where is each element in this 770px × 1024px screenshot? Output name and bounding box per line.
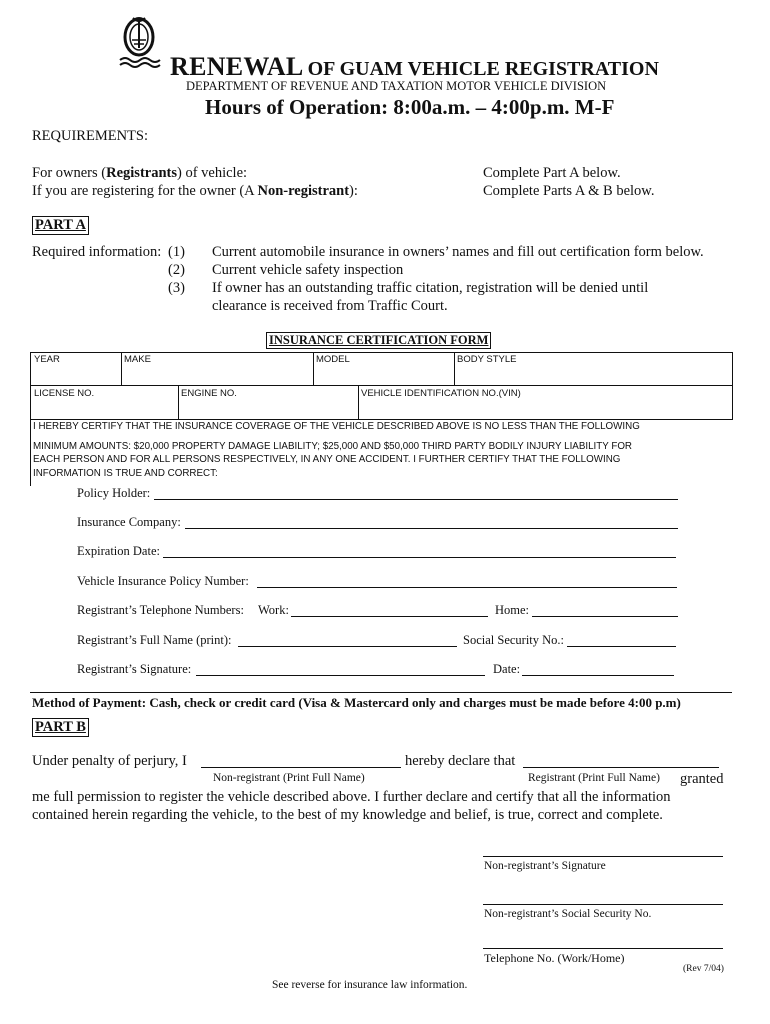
see-reverse-note: See reverse for insurance law information. bbox=[272, 979, 468, 991]
make-field[interactable]: MAKE bbox=[124, 354, 151, 365]
table-left-border bbox=[30, 352, 31, 486]
hours-of-operation: Hours of Operation: 8:00a.m. – 4:00p.m. M-F bbox=[205, 95, 615, 119]
title-renewal: RENEWAL bbox=[170, 52, 304, 81]
policy-holder-label: Policy Holder: bbox=[77, 486, 151, 500]
divider-make-model bbox=[313, 352, 314, 385]
home-phone-input[interactable] bbox=[532, 616, 678, 617]
home-phone-label: Home: bbox=[495, 603, 530, 617]
non-registrant-ssn-caption: Non-registrant’s Social Security No. bbox=[484, 908, 652, 920]
item-3-num: (3) bbox=[168, 280, 185, 296]
cert-line-1: I HEREBY CERTIFY THAT THE INSURANCE COVERAGE OF THE VEHICLE DESCRIBED ABOVE IS NO LESS THAN THE FOLLOWING bbox=[33, 421, 640, 432]
signature-label: Registrant’s Signature: bbox=[77, 662, 192, 676]
cert-line-4: INFORMATION IS TRUE AND CORRECT: bbox=[33, 468, 218, 479]
non-registrant-signature-caption: Non-registrant’s Signature bbox=[484, 860, 606, 872]
signature-input[interactable] bbox=[196, 675, 485, 676]
table-row-divider-2 bbox=[30, 419, 732, 420]
policy-number-label: Vehicle Insurance Policy Number: bbox=[77, 574, 249, 588]
non-registrant-name-input[interactable] bbox=[201, 767, 401, 768]
item-2-num: (2) bbox=[168, 262, 185, 278]
date-label: Date: bbox=[493, 662, 521, 676]
insurance-company-input[interactable] bbox=[185, 528, 678, 529]
ssn-label: Social Security No.: bbox=[463, 633, 565, 647]
item-1-num: (1) bbox=[168, 244, 185, 260]
department-line: DEPARTMENT OF REVENUE AND TAXATION MOTOR VEHICLE DIVISION bbox=[186, 79, 607, 93]
policy-number-input[interactable] bbox=[257, 587, 677, 588]
ssn-input[interactable] bbox=[567, 646, 676, 647]
telephone-input[interactable] bbox=[483, 948, 723, 949]
requirements-row-1-right: Complete Part A below. bbox=[483, 165, 621, 181]
declare-text: hereby declare that bbox=[405, 753, 516, 769]
divider-engine-vin bbox=[358, 385, 359, 419]
expiration-date-input[interactable] bbox=[163, 557, 676, 558]
row2-post: ): bbox=[349, 183, 358, 199]
table-top-border bbox=[30, 352, 732, 353]
engine-no-field[interactable]: ENGINE NO. bbox=[181, 388, 237, 399]
row2-pre: If you are registering for the owner (A bbox=[32, 183, 258, 199]
divider-year-make bbox=[121, 352, 122, 385]
registrant-name-input[interactable] bbox=[523, 767, 719, 768]
part-b-label: PART B bbox=[32, 718, 89, 737]
item-1-text: Current automobile insurance in owners’ names and fill out certification form below. bbox=[212, 244, 704, 260]
non-registrant-signature-input[interactable] bbox=[483, 856, 723, 857]
part-a-label: PART A bbox=[32, 216, 89, 235]
item-2-text: Current vehicle safety inspection bbox=[212, 262, 404, 278]
policy-holder-input[interactable] bbox=[154, 499, 678, 500]
page-title bbox=[170, 52, 659, 82]
telephone-caption: Telephone No. (Work/Home) bbox=[484, 951, 625, 965]
divider-license-engine bbox=[178, 385, 179, 419]
cert-line-3: EACH PERSON AND FOR ALL PERSONS RESPECTIVELY, IN ANY ONE ACCIDENT. I FURTHER CERTIFY THAT THE FOLLOWING bbox=[33, 454, 621, 465]
item-3-continued: clearance is received from Traffic Court. bbox=[212, 298, 448, 314]
declaration-line-2: contained herein regarding the vehicle, to the best of my knowledge and belief, is true, correct and complete. bbox=[32, 807, 663, 823]
insurance-company-label: Insurance Company: bbox=[77, 515, 181, 529]
license-no-field[interactable]: LICENSE NO. bbox=[34, 388, 95, 399]
revision-note: (Rev 7/04) bbox=[683, 964, 724, 974]
row1-post: ) of vehicle: bbox=[177, 165, 248, 181]
required-info-label: Required information: bbox=[32, 244, 162, 260]
title-rest: OF GUAM VEHICLE REGISTRATION bbox=[307, 58, 659, 80]
caption-registrant: Registrant (Print Full Name) bbox=[528, 772, 660, 784]
perjury-statement: Under penalty of perjury, I bbox=[32, 753, 187, 769]
caption-non-registrant: Non-registrant (Print Full Name) bbox=[213, 772, 365, 784]
table-right-border bbox=[732, 352, 733, 420]
expiration-date-label: Expiration Date: bbox=[77, 544, 160, 558]
work-phone-input[interactable] bbox=[291, 616, 488, 617]
body-style-field[interactable]: BODY STYLE bbox=[457, 354, 517, 365]
requirements-heading: REQUIREMENTS: bbox=[32, 128, 148, 144]
method-of-payment: Method of Payment: Cash, check or credit card (Visa & Mastercard only and charges must be made before 4:00 p.m) bbox=[32, 695, 681, 710]
guam-seal-logo bbox=[117, 10, 161, 70]
insurance-form-title: INSURANCE CERTIFICATION FORM bbox=[266, 332, 491, 349]
model-field[interactable]: MODEL bbox=[316, 354, 350, 365]
full-name-input[interactable] bbox=[238, 646, 457, 647]
row1-bold: Registrants bbox=[106, 165, 177, 181]
requirements-row-2 bbox=[32, 183, 358, 200]
divider-model-body bbox=[454, 352, 455, 385]
requirements-row-1 bbox=[32, 165, 247, 182]
declaration-line-1: me full permission to register the vehicle described above. I further declare and certify that all the information bbox=[32, 789, 671, 805]
item-3-text: If owner has an outstanding traffic citation, registration will be denied until bbox=[212, 280, 649, 296]
row1-pre: For owners ( bbox=[32, 165, 107, 181]
full-name-label: Registrant’s Full Name (print): bbox=[77, 633, 232, 647]
work-phone-label: Work: bbox=[258, 603, 289, 617]
cert-line-2: MINIMUM AMOUNTS: $20,000 PROPERTY DAMAGE LIABILITY; $25,000 AND $50,000 THIRD PARTY BODILY INJURY LIABILITY FOR bbox=[33, 441, 633, 452]
form-bottom-border bbox=[30, 692, 732, 693]
date-input[interactable] bbox=[522, 675, 674, 676]
table-row-divider-1 bbox=[30, 385, 732, 386]
requirements-row-2-right: Complete Parts A & B below. bbox=[483, 183, 655, 199]
year-field[interactable]: YEAR bbox=[34, 354, 60, 365]
non-registrant-ssn-input[interactable] bbox=[483, 904, 723, 905]
vin-field[interactable]: VEHICLE IDENTIFICATION NO.(VIN) bbox=[361, 388, 521, 399]
row2-bold: Non-registrant bbox=[257, 183, 350, 199]
telephone-label: Registrant’s Telephone Numbers: bbox=[77, 603, 244, 617]
granted-text: granted bbox=[680, 771, 724, 787]
